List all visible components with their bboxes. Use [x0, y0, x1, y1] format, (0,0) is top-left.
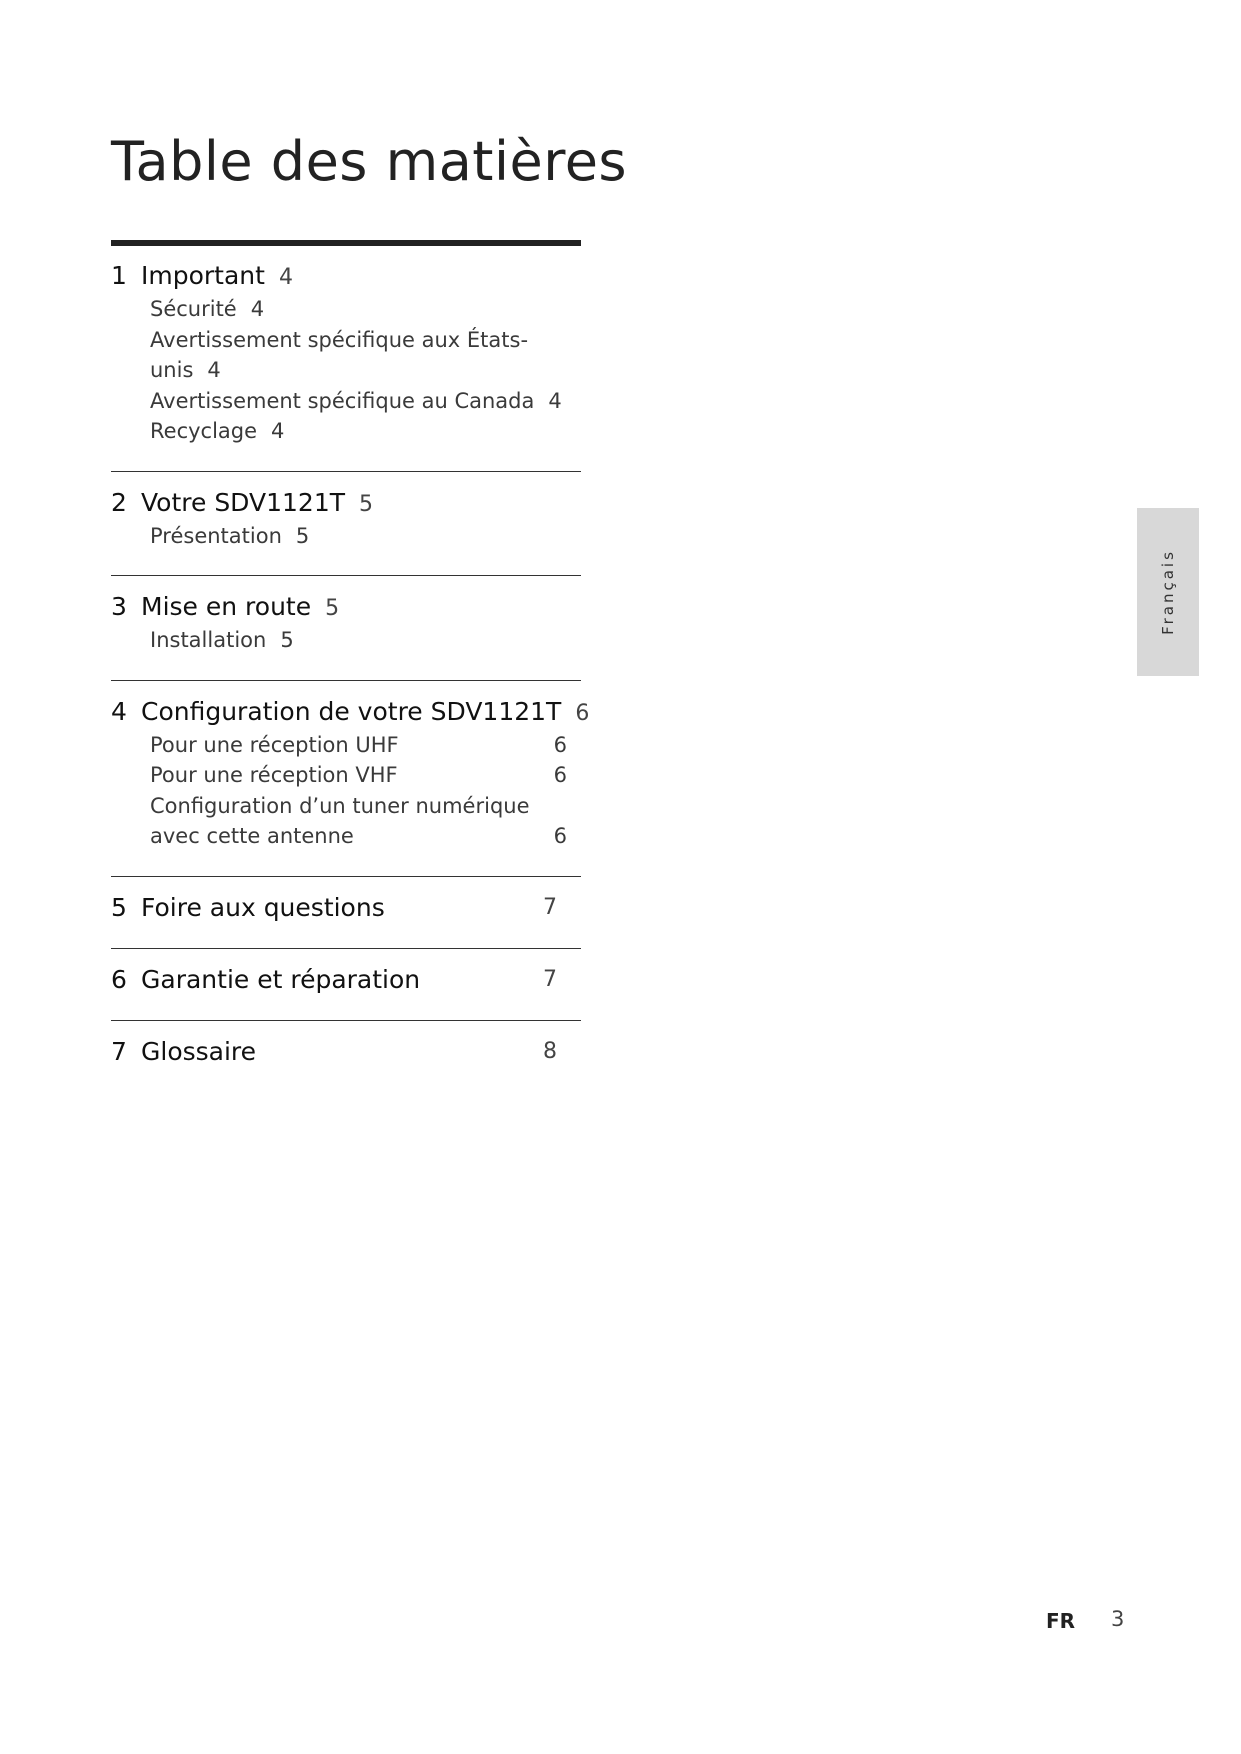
section-title[interactable]: Votre SDV1121T: [141, 487, 345, 517]
section-title[interactable]: Important: [141, 261, 265, 290]
toc-item[interactable]: [111, 521, 581, 552]
section-heading[interactable]: [111, 1036, 581, 1068]
toc-item-page: 5: [280, 628, 294, 652]
language-side-tab: [1137, 508, 1199, 676]
section-page: 5: [325, 596, 340, 621]
section-number: 2: [111, 487, 127, 517]
toc-item-label: Configuration d’un tuner numérique: [150, 793, 530, 818]
toc-section-1[interactable]: [111, 240, 581, 471]
section-number: 3: [111, 592, 127, 621]
toc-item-page: 4: [271, 419, 285, 443]
section-page: 4: [278, 265, 293, 290]
table-of-contents: [111, 240, 590, 1092]
toc-item[interactable]: [111, 294, 581, 325]
section-heading[interactable]: [111, 964, 581, 996]
section-title[interactable]: Configuration de votre SDV1121T: [141, 696, 562, 726]
footer-language-code: FR: [1046, 1609, 1076, 1633]
section-heading[interactable]: [111, 487, 581, 521]
section-number: 1: [111, 261, 127, 290]
toc-section-5[interactable]: [111, 876, 581, 948]
toc-item[interactable]: [111, 791, 581, 822]
toc-item-label: Pour une réception UHF: [150, 732, 399, 757]
toc-item-label: Avertissement spécifique aux États-unis: [150, 327, 529, 382]
section-heading[interactable]: [111, 260, 581, 294]
toc-item-page: 4: [250, 297, 265, 321]
section-page: 7: [543, 894, 557, 920]
toc-section-4[interactable]: [111, 680, 590, 876]
toc-item-page: 6: [553, 732, 567, 757]
toc-item-label: Présentation: [150, 523, 282, 548]
section-number: 6: [111, 964, 127, 994]
toc-section-3[interactable]: [111, 575, 581, 680]
footer-page-number: 3: [1111, 1607, 1125, 1631]
section-page: 5: [359, 491, 373, 517]
toc-item[interactable]: [111, 730, 581, 761]
toc-section-2[interactable]: [111, 471, 581, 576]
section-page: 8: [543, 1038, 557, 1064]
section-title[interactable]: Mise en route: [141, 592, 312, 621]
section-heading[interactable]: [111, 696, 590, 730]
section-number: 4: [111, 696, 127, 726]
toc-item-page: 6: [553, 824, 567, 848]
toc-section-7[interactable]: [111, 1020, 581, 1092]
toc-item[interactable]: [111, 386, 581, 417]
section-title[interactable]: Foire aux questions: [141, 892, 385, 922]
toc-item-label: Sécurité: [150, 297, 237, 321]
toc-item-label: Installation: [150, 628, 267, 652]
section-title[interactable]: Glossaire: [141, 1036, 257, 1066]
toc-item-page: 6: [553, 763, 567, 787]
toc-item-label: Pour une réception VHF: [150, 763, 398, 787]
section-number: 7: [111, 1036, 127, 1066]
toc-item[interactable]: [111, 325, 581, 386]
toc-item[interactable]: [111, 760, 581, 791]
toc-item-page: 4: [207, 358, 221, 382]
toc-item-page: 4: [548, 388, 562, 413]
page-title: Table des matières: [111, 130, 628, 193]
toc-item[interactable]: [111, 821, 581, 852]
toc-item-label: avec cette antenne: [150, 824, 354, 848]
section-page: 7: [543, 966, 557, 992]
toc-item[interactable]: [111, 625, 581, 656]
toc-section-6[interactable]: [111, 948, 581, 1020]
section-heading[interactable]: [111, 892, 581, 924]
section-heading[interactable]: [111, 591, 581, 625]
toc-item-label: Recyclage: [150, 419, 258, 443]
toc-item[interactable]: [111, 416, 581, 447]
toc-item-label: Avertissement spécifique au Canada: [150, 388, 535, 413]
section-title[interactable]: Garantie et réparation: [141, 964, 421, 994]
toc-item-page: 5: [295, 523, 310, 548]
language-tab-label: Français: [1159, 549, 1177, 635]
section-page: 6: [575, 700, 590, 726]
section-number: 5: [111, 892, 127, 922]
